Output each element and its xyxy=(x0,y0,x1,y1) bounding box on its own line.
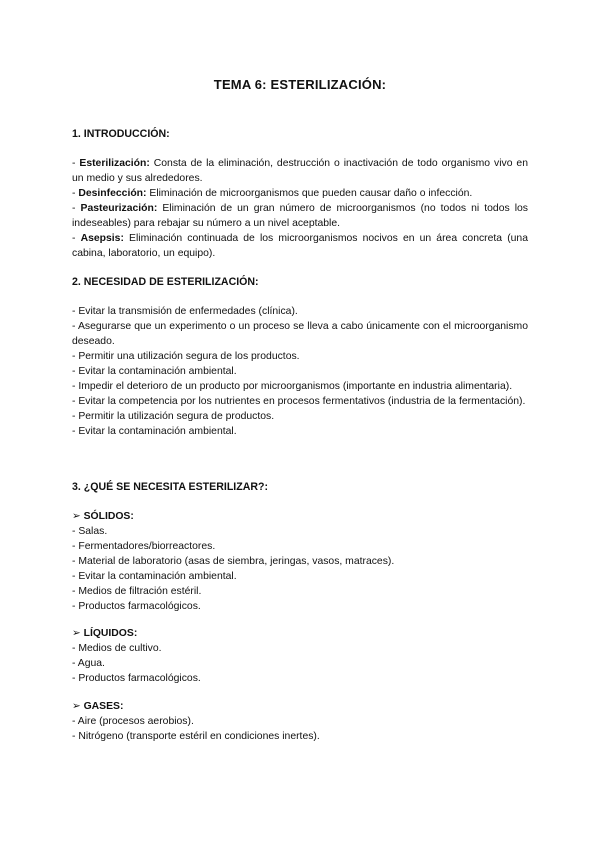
list-item: - Productos farmacológicos. xyxy=(72,601,201,612)
list-item: - Desinfección: Eliminación de microorganismos que pueden causar daño o infección. xyxy=(72,188,473,199)
list-item: - Permitir la utilización segura de productos. xyxy=(72,411,275,422)
list-item: - Medios de filtración estéril. xyxy=(72,586,202,597)
list-item: - Evitar la contaminación ambiental. xyxy=(72,571,237,582)
list-item: - Fermentadores/biorreactores. xyxy=(72,541,216,552)
intro-list xyxy=(72,156,528,261)
list-item: - Medios de cultivo. xyxy=(72,643,162,654)
section-necesidad xyxy=(72,275,528,290)
list-item: - Pasteurización: Eliminación de un gran número de microorganismos (no todos ni todos los indeseables) para rebajar su número a un nivel aceptable. xyxy=(72,203,528,229)
gases-block xyxy=(72,699,528,744)
term-definition: Eliminación de un gran número de microorganismos (no todos ni todos los indeseables) para rebajar su número a un nivel aceptable. xyxy=(72,203,528,229)
list-item: - Evitar la competencia por los nutrientes en procesos fermentativos (industria de la fermentación). xyxy=(72,396,526,407)
list-item: - Permitir una utilización segura de los productos. xyxy=(72,351,300,362)
list-item: - Esterilización: Consta de la eliminación, destrucción o inactivación de todo organismo vivo en un medio y sus alrededores. xyxy=(72,158,528,184)
subsection-heading: ➢ LÍQUIDOS: xyxy=(72,628,138,639)
solidos-block xyxy=(72,509,528,614)
section-heading: 2. NECESIDAD DE ESTERILIZACIÓN: xyxy=(72,276,259,288)
term-definition: Eliminación de microorganismos que pueden causar daño o infección. xyxy=(146,188,473,199)
list-item: - Asegurarse que un experimento o un proceso se lleva a cabo únicamente con el microorganismo deseado. xyxy=(72,321,528,347)
list-item: - Material de laboratorio (asas de siembra, jeringas, vasos, matraces). xyxy=(72,556,395,567)
necesidad-list xyxy=(72,304,528,439)
term-definition: Eliminación continuada de los microorganismos nocivos en un área concreta (una cabina, laboratorio, un equipo). xyxy=(72,233,528,259)
liquidos-block xyxy=(72,626,528,686)
list-item: - Salas. xyxy=(72,526,108,537)
list-item: - Impedir el deterioro de un producto por microorganismos (importante en industria alimentaria). xyxy=(72,381,513,392)
subsection-heading: ➢ GASES: xyxy=(72,701,124,712)
section-introduccion xyxy=(72,127,528,142)
section-heading: 3. ¿QUÉ SE NECESITA ESTERILIZAR?: xyxy=(72,481,268,493)
term-label: Desinfección: xyxy=(78,188,147,199)
term-label: Asepsis: xyxy=(80,233,124,244)
term-definition: Consta de la eliminación, destrucción o inactivación de todo organismo vivo en un medio y sus alrededores. xyxy=(72,158,528,184)
list-item: - Asepsis: Eliminación continuada de los microorganismos nocivos en un área concreta (una cabina, laboratorio, un equipo). xyxy=(72,233,528,259)
list-item: - Nitrógeno (transporte estéril en condiciones inertes). xyxy=(72,731,320,742)
page-title: TEMA 6: ESTERILIZACIÓN: xyxy=(213,77,387,92)
term-label: Esterilización: xyxy=(79,158,150,169)
section-que-esterilizar xyxy=(72,480,528,495)
list-item: - Evitar la contaminación ambiental. xyxy=(72,366,237,377)
list-item: - Aire (procesos aerobios). xyxy=(72,716,194,727)
term-label: Pasteurización: xyxy=(80,203,158,214)
list-item: - Agua. xyxy=(72,658,105,669)
list-item: - Evitar la transmisión de enfermedades (clínica). xyxy=(72,306,298,317)
section-heading: 1. INTRODUCCIÓN: xyxy=(72,128,170,140)
subsection-heading: ➢ SÓLIDOS: xyxy=(72,511,134,522)
list-item: - Productos farmacológicos. xyxy=(72,673,201,684)
list-item: - Evitar la contaminación ambiental. xyxy=(72,426,237,437)
